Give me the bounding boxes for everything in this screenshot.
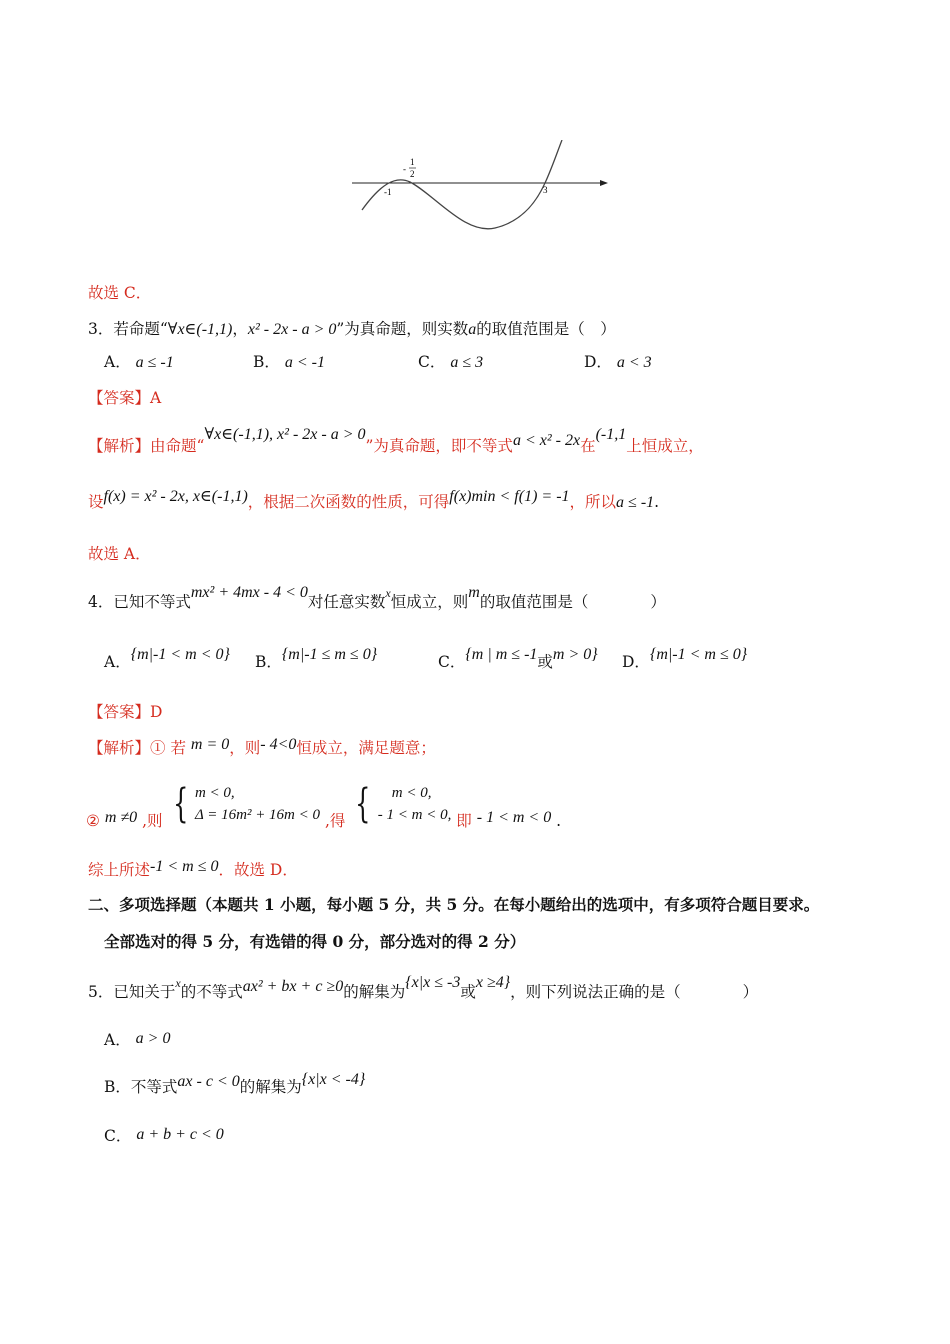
q4-stem: 4．已知不等式mx² + 4mx - 4 < 0对任意实数$^x$恒成立，则m的取值范围是（ ） [88,584,666,611]
q4-analysis-case2: ② m ≠0 ,则 { m < 0, Δ = 16m² + 16m < 0 ,得 { m < 0, - 1 < m < 0, 即 - 1 < m < 0 . [86,781,562,830]
q5-stem: 5．已知关于$^x$的不等式ax² + bx + c ≥0的解集为{x|x ≤ -3或x ≥4}，则下列说法正确的是（ ） [88,974,759,1001]
cubic-graph [340,140,610,240]
label-neg1: -1 [384,187,392,197]
q3-stem: 3．若命题“∀x∈(-1,1)，x² - 2x - a > 0”为真命题，则实数a的取值范围是（ ） [88,320,616,338]
q5-option-b: B．不等式ax - c < 0的解集为{x|x < -4} [104,1071,366,1096]
label-minus: - [403,164,406,174]
label-half-num: 1 [410,157,415,167]
q4-summary: 综上所述-1 < m ≤ 0．故选 D． [88,858,298,879]
x-axis-arrow [600,180,608,186]
q3-option-c: C． a ≤ 3 [418,353,484,371]
section2-title-2: 全部选对的得 5 分，有选错的得 0 分，部分选对的得 2 分） [104,932,526,951]
q4-option-b: B．{m|-1 ≤ m ≤ 0} [255,646,378,671]
q5-option-a: A． a > 0 [104,1030,171,1049]
label-3: 3 [543,185,548,195]
q3-option-a: A． a ≤ -1 [104,353,174,371]
system-2: { m < 0, - 1 < m < 0, [355,781,452,827]
q4-option-c: C．{m | m ≤ -1或m > 0} [438,646,598,671]
system-1: { m < 0, Δ = 16m² + 16m < 0 [172,781,321,827]
prev-choose: 故选 C． [88,284,152,302]
section2-title: 二、多项选择题（本题共 1 小题，每小题 5 分，共 5 分。在每小题给出的选项中，有多项符合题目要求。 [88,895,820,914]
q3-option-b: B． a < -1 [253,353,325,371]
q3-choose: 故选 A． [88,545,151,563]
q5-option-c: C． a + b + c < 0 [104,1126,224,1145]
q3-option-d: D． a < 3 [584,353,652,371]
q4-answer: 【答案】D [88,703,163,721]
q4-option-d: D．{m|-1 < m ≤ 0} [622,646,748,671]
q4-option-a: A．{m|-1 < m < 0} [104,646,230,671]
q3-answer: 【答案】A [88,389,162,407]
cubic-curve [362,140,562,229]
q4-analysis-case1: 【解析】① 若 m = 0，则- 4<0恒成立，满足题意； [88,736,436,757]
label-half-den: 2 [410,169,415,179]
q3-analysis-line1: 【解析】由命题“∀x∈(-1,1), x² - 2x - a > 0”为真命题，即不等式a < x² - 2x在(-1,1上恒成立， [88,426,704,455]
q3-analysis-line2: 设f(x) = x² - 2x, x∈(-1,1)，根据二次函数的性质，可得f(x)min < f(1) = -1，所以a ≤ -1. [88,488,660,511]
